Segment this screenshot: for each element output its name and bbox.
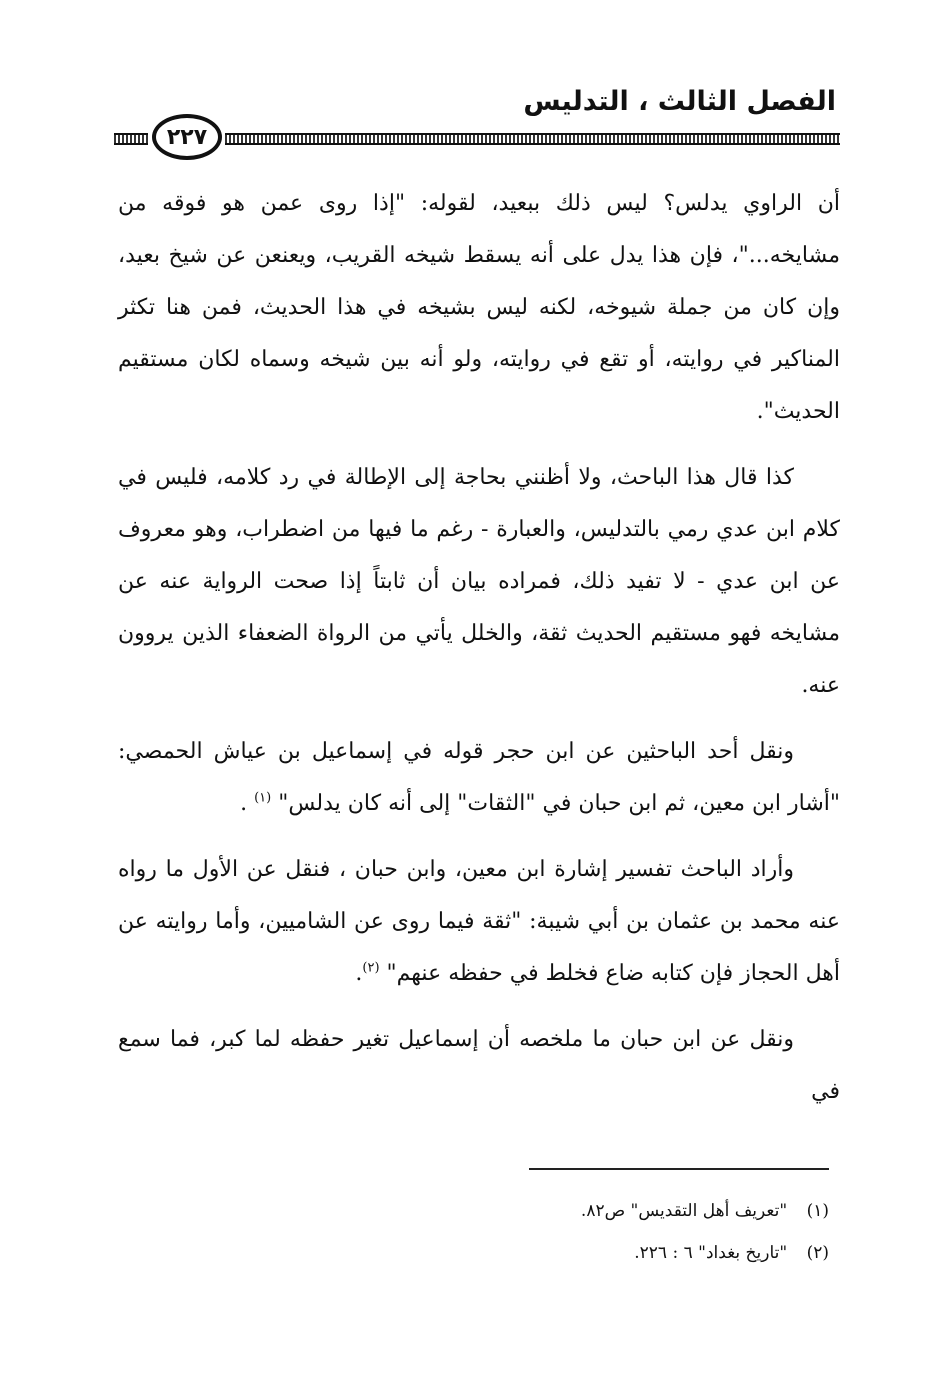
- footnote-ref-1: (١): [254, 790, 272, 806]
- page-number: ٢٢٧: [166, 124, 208, 150]
- paragraph-3: [118, 726, 840, 830]
- header-rule-stub: [114, 133, 148, 145]
- body-text: [118, 178, 840, 1132]
- paragraph-4: [118, 844, 840, 1000]
- footnote-text: "تاريخ بغداد" ٦ : ٢٢٦.: [634, 1243, 788, 1263]
- paragraph-4-end: .: [355, 961, 363, 986]
- footnotes: [329, 1190, 829, 1274]
- footnote-ref-2: (٢): [362, 960, 380, 976]
- footnote-separator: [529, 1168, 829, 1170]
- paragraph-1: أن الراوي يدلس؟ ليس ذلك ببعيد، لقوله: "إذا روى عمن هو فوقه من مشايخه..."، فإن هذا يدل على أنه يسقط شيخه القريب، ويعنعن عن شيخ بعيد، وإن كان من جملة شيوخه، لكنه ليس بشيخه في هذا الحديث، فمن هنا تكثر المناكير في روايته، أو تقع في روايته، ولو أنه بين شيخه وسماه لكان مستقيم الحديث".: [118, 191, 840, 424]
- footnote-1: [329, 1190, 829, 1232]
- paragraph-4-text: وأراد الباحث تفسير إشارة ابن معين، وابن حبان ، فنقل عن الأول ما رواه عنه محمد بن عثمان بن أبي شيبة: "ثقة فيما روى عن الشاميين، وأما روايته عن أهل الحجاز فإن كتابه ضاع فخلط في حفظه عنهم": [118, 857, 840, 986]
- footnote-text: "تعريف أهل التقديس" ص٨٢.: [580, 1201, 788, 1221]
- paragraph-5: ونقل عن ابن حبان ما ملخصه أن إسماعيل تغير حفظه لما كبر، فما سمع في: [118, 1027, 840, 1104]
- page-number-badge: [152, 114, 222, 160]
- footnote-number: (٢): [806, 1243, 829, 1263]
- header-rule: [225, 133, 840, 145]
- page-header: [100, 78, 840, 168]
- paragraph-2: كذا قال هذا الباحث، ولا أظنني بحاجة إلى الإطالة في رد كلامه، فليس في كلام ابن عدي رمي بالتدليس، والعبارة - رغم ما فيها من اضطراب، وهو معروف عن ابن عدي - لا تفيد ذلك، فمراده بيان أن ثابتاً إذا صحت الرواية عنه عن مشايخه فهو مستقيم الحديث ثقة، والخلل يأتي من الرواة الضعفاء الذين يروون عنه.: [118, 465, 840, 698]
- footnote-number: (١): [806, 1201, 829, 1221]
- paragraph-3-text: ونقل أحد الباحثين عن ابن حجر قوله في إسماعيل بن عياش الحمصي: "أشار ابن معين، ثم ابن حبان في "الثقات" إلى أنه كان يدلس": [118, 739, 840, 816]
- footnote-2: [329, 1232, 829, 1274]
- chapter-title: الفصل الثالث ، التدليس: [523, 86, 836, 117]
- paragraph-3-end: .: [240, 791, 248, 816]
